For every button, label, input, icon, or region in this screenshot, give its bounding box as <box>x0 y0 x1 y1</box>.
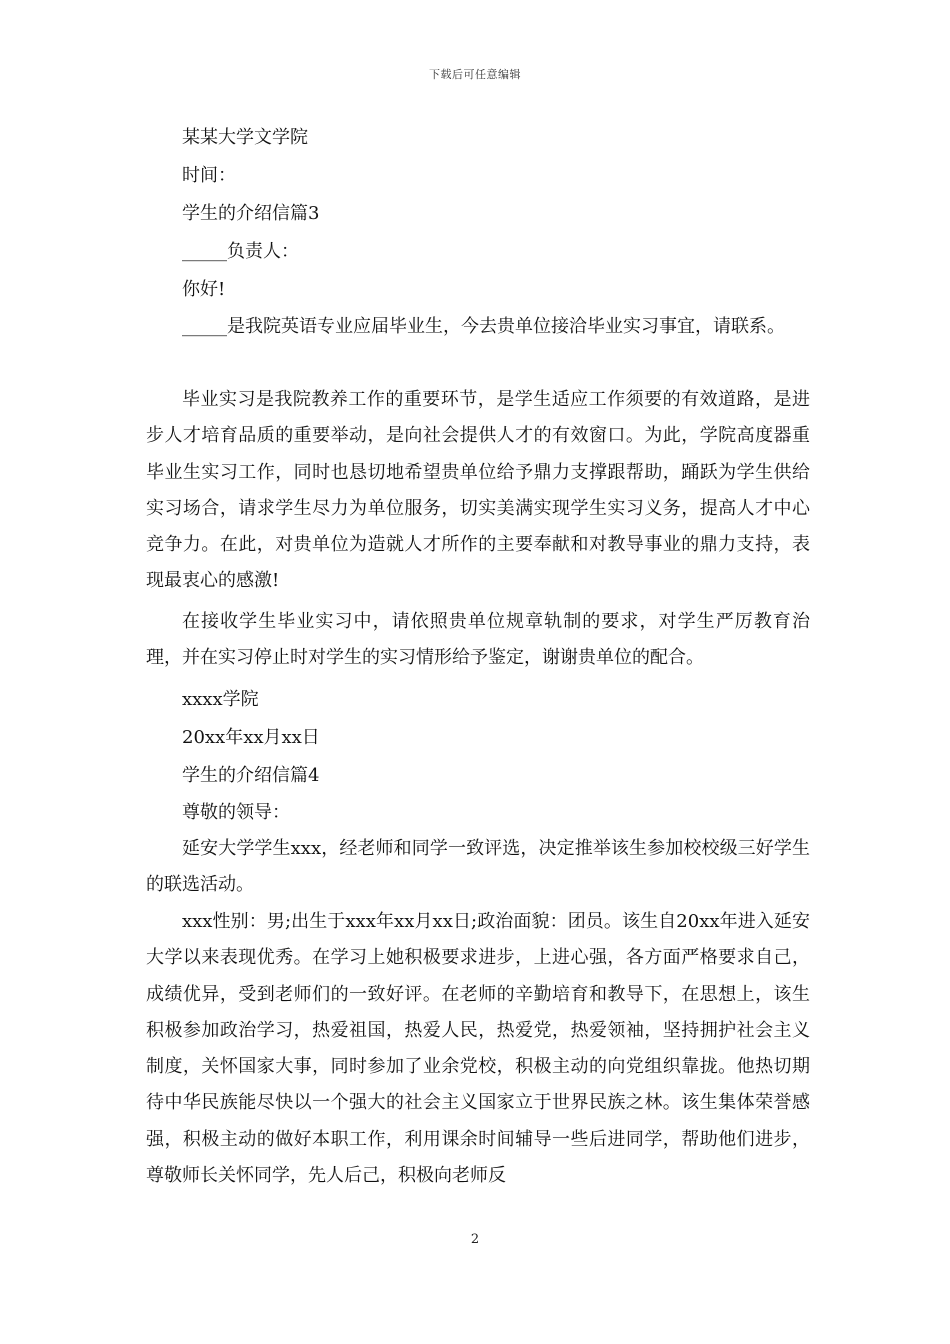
letter4-paragraph-1: 延安大学学生xxx，经老师和同学一致评选，决定推举该生参加校校级三好学生的联选活动。 <box>146 838 810 896</box>
letter3-addressee: _____负责人： <box>182 241 299 262</box>
time-label: 时间： <box>182 165 236 186</box>
letter3-intro: _____是我院英语专业应届毕业生，今去贵单位接洽毕业实习事宜，请联系。 <box>182 316 785 337</box>
letter4-paragraph-2: xxx性别：男;出生于xxx年xx月xx日;政治面貌：团员。该生自20xx年进入延安大学以来表现优秀。在学习上她积极要求进步，上进心强，各方面严格要求自己，成绩优异，受到老师们的一致好评。在老师的辛勤培育和教导下，在思想上，该生积极参加政治学习，热爱祖国，热爱人民，热爱党，热爱领袖，坚持拥护社会主义制度，关怀国家大事，同时参加了业余党校，积极主动的向党组织靠拢。他热切期待中华民族能尽快以一个强大的社会主义国家立于世界民族之林。该生集体荣誉感强，积极主动的做好本职工作，利用课余时间辅导一些后进同学，帮助他们进步，尊敬师长关怀同学，先人后己，积极向老师反 <box>146 911 810 1187</box>
college-name: 某某大学文学院 <box>182 127 308 148</box>
letter3-greeting: 你好! <box>182 279 226 300</box>
page-number: 2 <box>470 1232 480 1247</box>
letter3-date: 20xx年xx月xx日 <box>182 727 320 748</box>
letter3-paragraph-2: 在接收学生毕业实习中，请依照贵单位规章轨制的要求，对学生严厉教育治理，并在实习停止时对学生的实习情形给予鉴定，谢谢贵单位的配合。 <box>146 611 810 669</box>
letter4-title: 学生的介绍信篇4 <box>182 765 320 786</box>
page-header-note: 下载后可任意编辑 <box>429 68 521 81</box>
letter3-signature: xxxx学院 <box>182 689 259 710</box>
letter3-paragraph-1: 毕业实习是我院教养工作的重要环节，是学生适应工作须要的有效道路，是进步人才培育品质的重要举动，是向社会提供人才的有效窗口。为此，学院高度器重毕业生实习工作，同时也恳切地希望贵单位给予鼎力支撑跟帮助，踊跃为学生供给实习场合，请求学生尽力为单位服务，切实美满实现学生实习义务，提高人才中心竞争力。在此，对贵单位为造就人才所作的主要奉献和对教导事业的鼎力支持，表现最衷心的感激! <box>146 389 810 592</box>
letter3-title: 学生的介绍信篇3 <box>182 203 320 224</box>
letter4-addressee: 尊敬的领导： <box>182 802 290 823</box>
